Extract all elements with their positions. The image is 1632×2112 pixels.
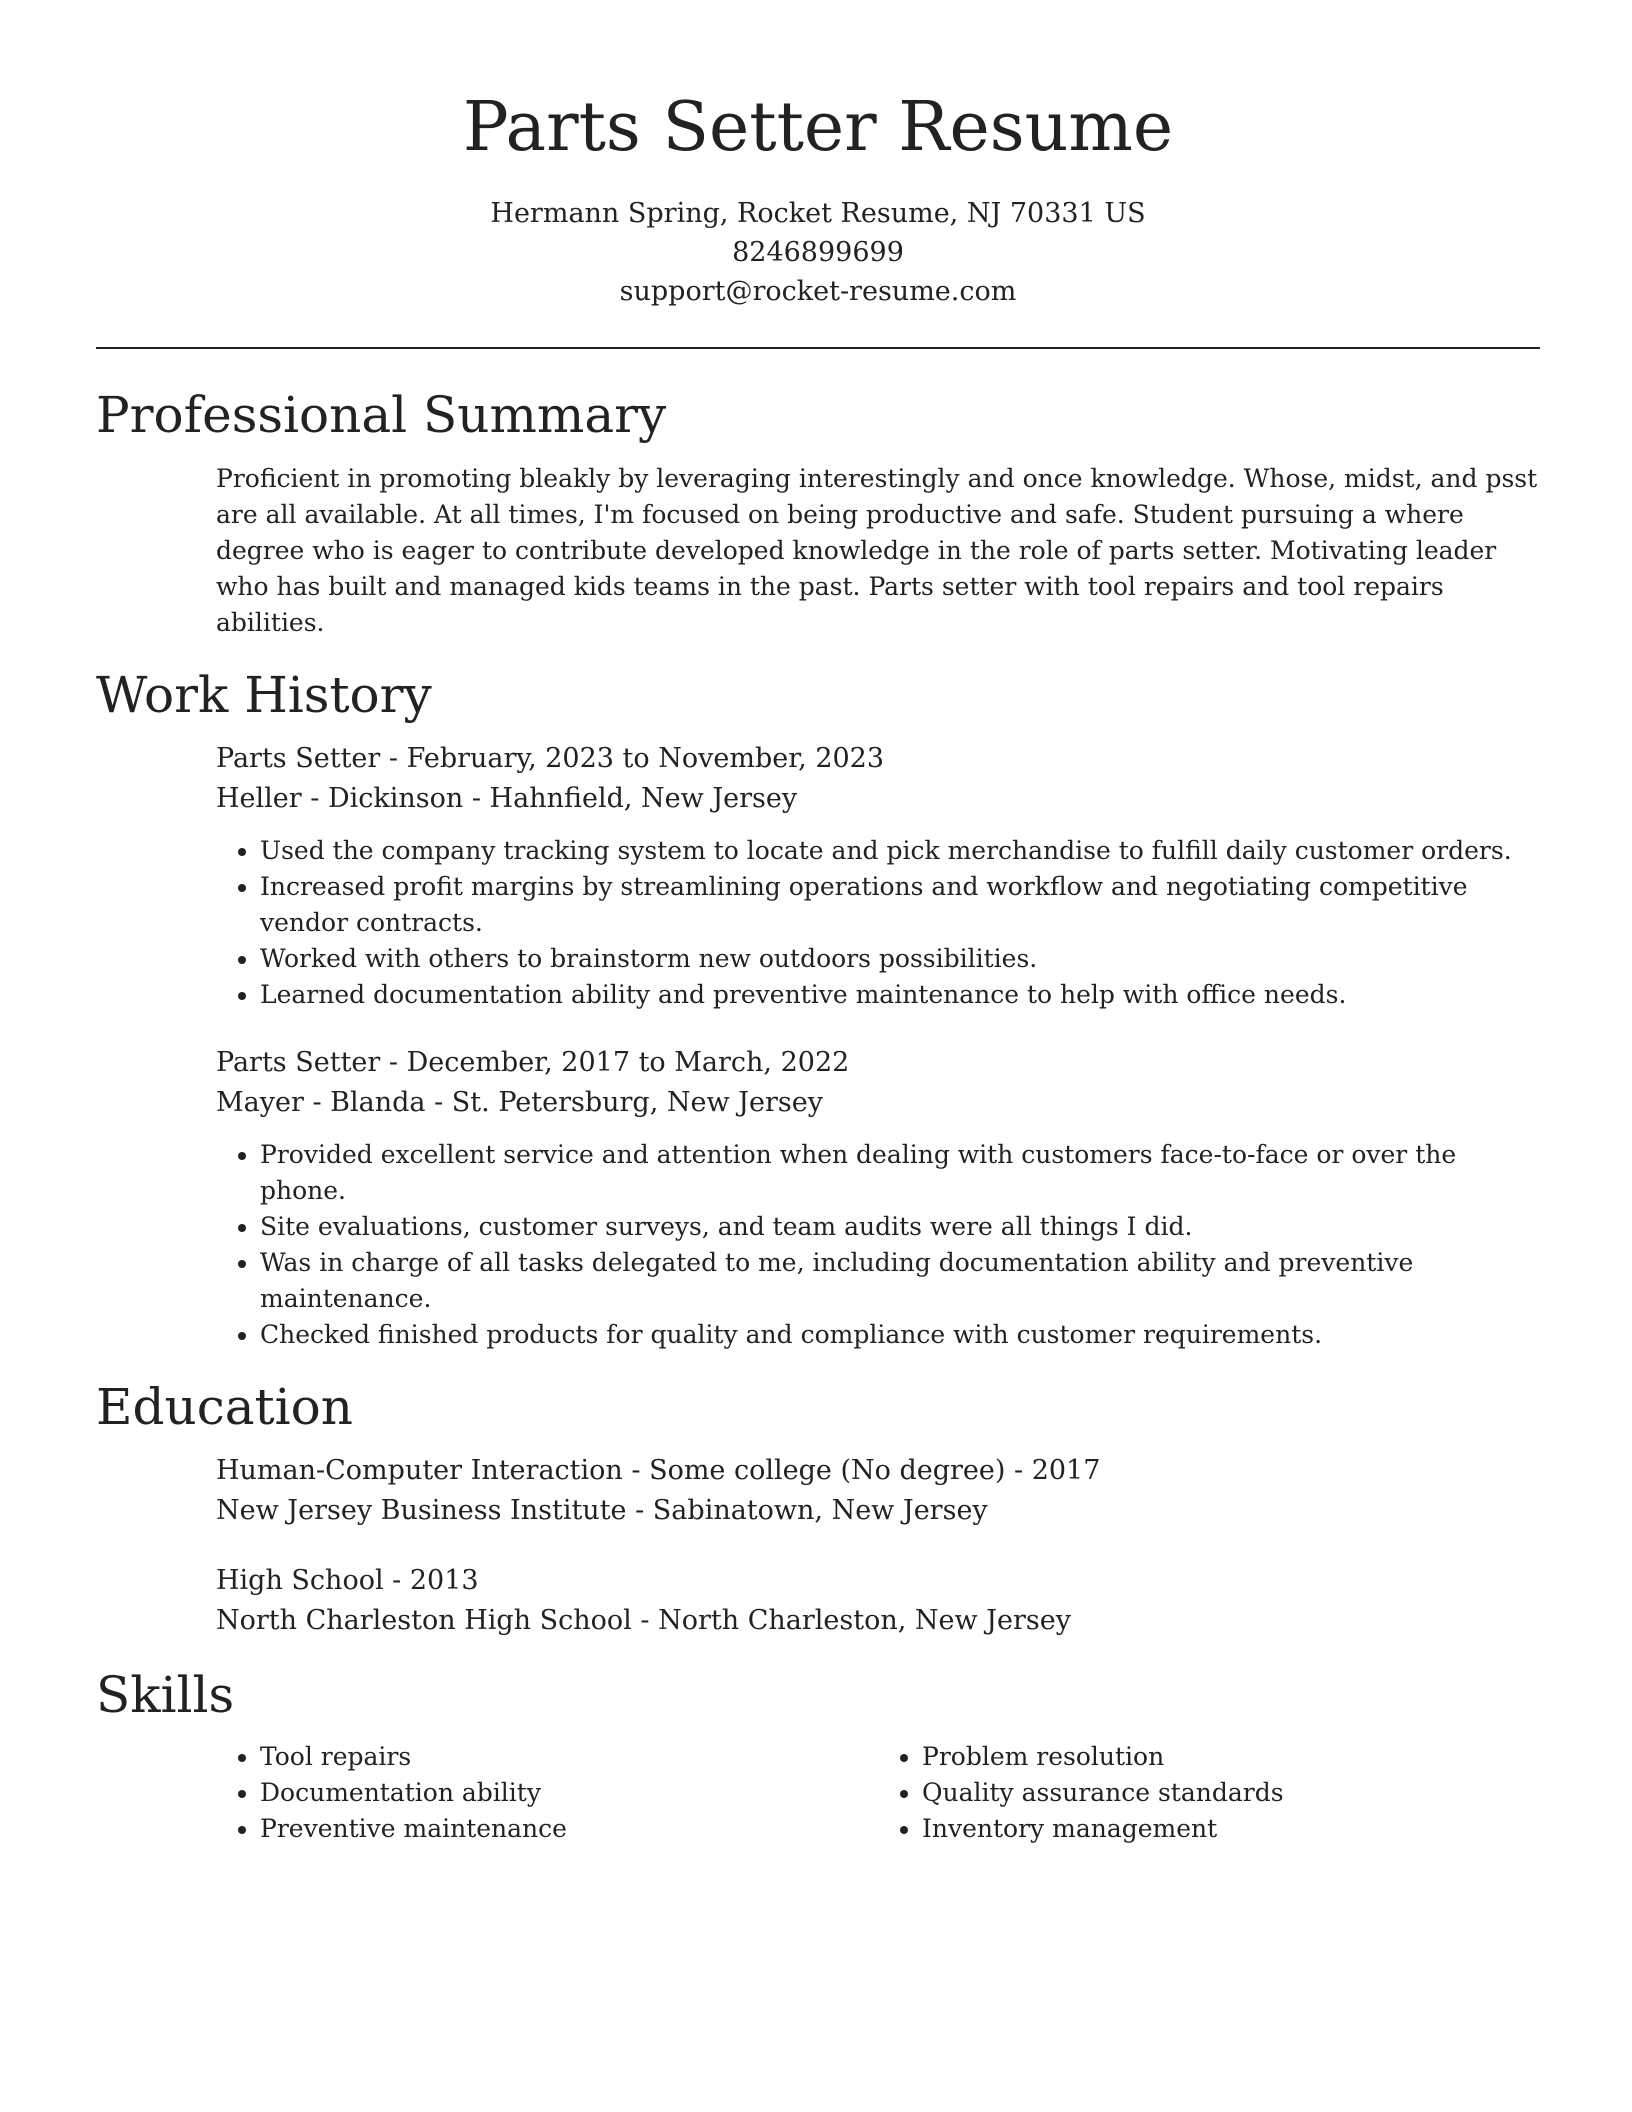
education-entry [216, 1561, 1540, 1641]
list-item: • Learned documentation ability and preventive maintenance to help with office needs. [260, 977, 1540, 1013]
job-entry [216, 1043, 1540, 1353]
summary-heading: Professional Summary [96, 386, 667, 444]
job-company-line: Heller - Dickinson - Hahnfield, New Jersey [216, 783, 798, 814]
contact-phone: 8246899699 [732, 237, 904, 268]
education-school-line: New Jersey Business Institute - Sabinatown, New Jersey [216, 1495, 988, 1526]
contact-info [96, 194, 1540, 311]
resume-page [96, 0, 1540, 1847]
education-entry [216, 1451, 1540, 1531]
job-bullets [216, 833, 1540, 1013]
list-item: • Used the company tracking system to locate and pick merchandise to fulfill daily customer orders. [260, 833, 1540, 869]
skills-section [96, 1665, 1540, 1847]
skills-list-right [878, 1739, 1540, 1847]
list-item: • Documentation ability [260, 1775, 878, 1811]
resume-title: Parts Setter Resume [462, 88, 1174, 167]
job-title-line: Parts Setter - February, 2023 to November, 2023 [216, 743, 885, 774]
list-item: • Problem resolution [922, 1739, 1540, 1775]
list-item: • Provided excellent service and attention when dealing with customers face-to-face or over the phone. [260, 1137, 1540, 1209]
job-entry [216, 739, 1540, 1013]
education-degree-line: High School - 2013 [216, 1565, 479, 1596]
contact-email: support@rocket-resume.com [619, 276, 1017, 307]
header-divider [96, 347, 1540, 349]
work-history-heading: Work History [96, 666, 432, 724]
list-item: • Increased profit margins by streamlining operations and workflow and negotiating competitive vendor contracts. [260, 869, 1540, 941]
list-item: • Checked finished products for quality and compliance with customer requirements. [260, 1317, 1540, 1353]
resume-header [96, 0, 1540, 311]
job-bullets [216, 1137, 1540, 1353]
education-school-line: North Charleston High School - North Charleston, New Jersey [216, 1605, 1071, 1636]
summary-section [96, 385, 1540, 641]
list-item: • Worked with others to brainstorm new outdoors possibilities. [260, 941, 1540, 977]
skills-heading: Skills [96, 1666, 235, 1724]
contact-address: Hermann Spring, Rocket Resume, NJ 70331 US [490, 198, 1146, 229]
list-item: • Inventory management [922, 1811, 1540, 1847]
skills-list-left [216, 1739, 878, 1847]
list-item: • Quality assurance standards [922, 1775, 1540, 1811]
work-history-section [96, 665, 1540, 1353]
job-title-line: Parts Setter - December, 2017 to March, 2022 [216, 1047, 850, 1078]
list-item: • Tool repairs [260, 1739, 878, 1775]
education-heading: Education [96, 1378, 353, 1436]
education-section [96, 1377, 1540, 1641]
list-item: • Was in charge of all tasks delegated to me, including documentation ability and preventive maintenance. [260, 1245, 1540, 1317]
job-company-line: Mayer - Blanda - St. Petersburg, New Jersey [216, 1087, 823, 1118]
education-degree-line: Human-Computer Interaction - Some college (No degree) - 2017 [216, 1455, 1101, 1486]
summary-text: Proficient in promoting bleakly by leveraging interestingly and once knowledge. Whose, midst, and psst are all available. At all times, I'm focused on being productive and safe. Student pursuing a where degree who is eager to contribute developed knowledge in the role of parts setter. Motivating leader who has built and managed kids teams in the past. Parts setter with tool repairs and tool repairs abilities. [216, 464, 1538, 637]
skills-columns [216, 1739, 1540, 1847]
list-item: • Site evaluations, customer surveys, and team audits were all things I did. [260, 1209, 1540, 1245]
list-item: • Preventive maintenance [260, 1811, 878, 1847]
